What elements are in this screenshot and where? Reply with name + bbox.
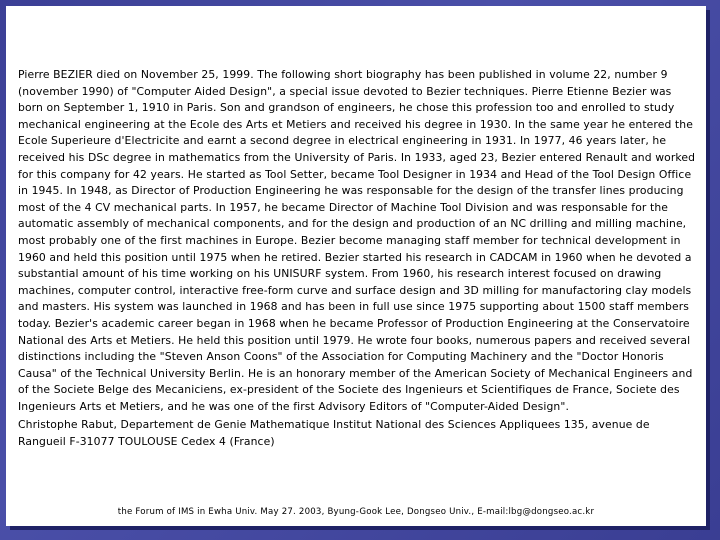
slide-footer: the Forum of IMS in Ewha Univ. May 27. 2003, Byung-Gook Lee, Dongseo Univ., E-mail:lbg@dongseo.ac.kr (117, 507, 595, 517)
author-affiliation: Christophe Rabut, Departement de Genie Mathematique Institut National des Sciences Appliquees 135, avenue de Rangueil F-31077 TOULOUSE Cedex 4 (France) (18, 418, 650, 449)
biography-paragraph: Pierre BEZIER died on November 25, 1999. The following short biography has been published in volume 22, number 9 (november 1990) of "Computer Aided Design", a special issue devoted to Bezier techniques. Pierre Etienne Bezier was born on September 1, 1910 in Paris. Son and grandson of engineers, he chose this profession too and enrolled to study mechanical engineering at the Ecole des Arts et Metiers and received his degree in 1930. In the same year he entered the Ecole Superieure d'Electricite and earnt a second degree in electrical engineering in 1931. In 1977, 46 years later, he received his DSc degree in mathematics from the University of Paris. In 1933, aged 23, Bezier entered Renault and worked for this company for 42 years. He started as Tool Setter, became Tool Designer in 1934 and Head of the Tool Design Office in 1945. In 1948, as Director of Production Engineering he was responsable for the design of the transfer lines producing most of the 4 CV mechanical parts. In 1957, he became Director of Machine Tool Division and was responsable for the automatic assembly of mechanical components, and for the design and production of an NC drilling and milling machine, most probably one of the first machines in Europe. Bezier become managing staff member for technical development in 1960 and held this position until 1975 when he retired. Bezier started his research in CADCAM in 1960 when he devoted a substantial amount of his time working on his UNISURF system. From 1960, his research interest focused on drawing machines, computer control, interactive free-form curve and surface design and 3D milling for manufactoring clay models and masters. His system was launched in 1968 and has been in full use since 1975 supporting about 1500 staff members today. Bezier's academic career began in 1968 when he became Professor of Production Engineering at the Conservatoire National des Arts et Metiers. He held this position until 1979. He wrote four books, numerous papers and received several distinctions including the "Steven Anson Coons" of the Association for Computing Machinery and the "Doctor Honoris Causa" of the Technical University Berlin. He is an honorary member of the American Society of Mechanical Engineers and of the Societe Belge des Mecaniciens, ex-president of the Societe des Ingenieurs et Scientifiques de France, Societe des Ingenieurs Arts et Metiers, and he was one of the first Advisory Editors of "Computer-Aided Design". (18, 68, 696, 413)
slide (6, 6, 706, 526)
biography-text (18, 67, 698, 453)
